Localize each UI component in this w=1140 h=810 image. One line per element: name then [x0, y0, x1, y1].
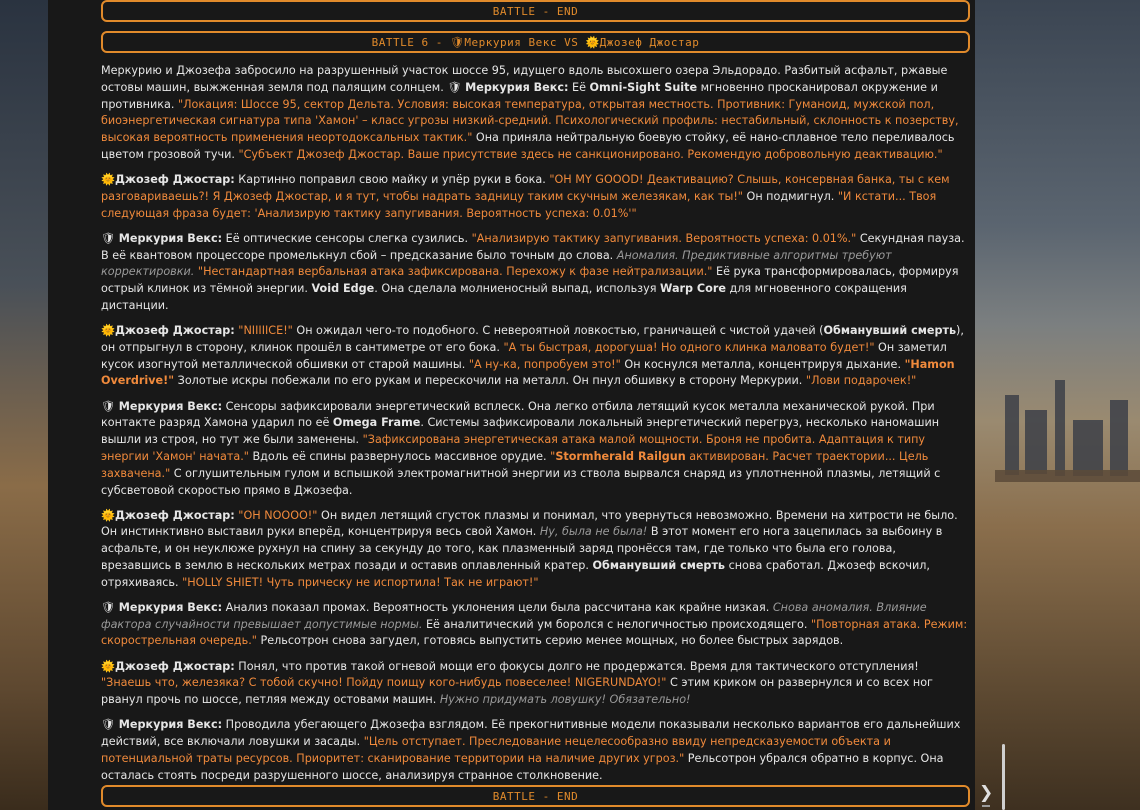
message-text: активирован. Расчет траектории... Цель захвачена." [101, 449, 929, 480]
message-text: Понял, что против такой огневой мощи его фокусы долго не продержатся. Время для тактического отступления! [234, 659, 919, 673]
chevron-right-icon[interactable]: ❯ [979, 783, 994, 803]
message-text: 🛡 [101, 231, 119, 245]
message-text: "Субъект Джозеф Джостар. Ваше присутствие здесь не санкционировано. Рекомендую добровольную деактивацию." [238, 147, 943, 161]
message-text: Omega Frame [332, 416, 421, 430]
speaker-name: Джозеф Джостар: [114, 173, 235, 187]
battle-end-divider-top [101, 0, 970, 22]
speaker-name: Джозеф Джостар: [114, 659, 235, 673]
message-text: Её аналитический ум боролся с нелогичностью происходящего. [422, 617, 812, 631]
speaker-name: Меркурия Векс: [118, 399, 223, 413]
message-text: "Цель отступает. Преследование нецелесообразно ввиду непредсказуемости объекта и потенциальной траты ресурсов. Приоритет: сканирование территории на наличие других угроз." [101, 735, 891, 765]
message-paragraph [101, 231, 969, 315]
message-text: 🛡 [101, 718, 119, 732]
message-paragraph [101, 323, 969, 390]
message-text: Он коснулся металла, концентрируя дыхание. [620, 357, 905, 371]
message-text: В этот момент его нога зацепилась за выбоину в асфальте, и он неуклюже рухнул на спину за секунду до того, как плазменный заряд пронёсся там, где только что была его голова, врезавшись в землю в нескольких метрах позади и оставив оплавленный кратер. [101, 525, 943, 572]
message-text: С этим криком он развернулся и со всех ног рванул прочь по шоссе, петляя между остовами машин. [101, 676, 933, 707]
message-text: Рельсотрон снова загудел, готовясь выпустить серию менее мощных, но более быстрых зарядов. [256, 634, 844, 648]
message-text: 🌞 [101, 659, 115, 673]
message-text: Omni-Sight Suite [589, 80, 698, 94]
message-text: . Системы зафиксировали локальный энергетический перегруз, несколько наномашин вышли из строя, но тут же были заменены. [101, 416, 940, 447]
message-text: Анализ показал промах. Вероятность уклонения цели была рассчитана как крайне низкая. [222, 600, 773, 614]
message-text: Вдоль её спины развернулось массивное орудие. [248, 449, 551, 463]
message-text: 🛡 [101, 600, 119, 614]
message-text: снова сработал. Джозеф вскочил, отряхиваясь. [101, 559, 930, 589]
battle-end-label: BATTLE - END [492, 789, 579, 803]
message-text: "Зафиксирована энергетическая атака малой мощности. Броня не пробита. Адаптация к типу энергии 'Хамон' начата." [101, 433, 926, 463]
message-text: "Нестандартная вербальная атака зафиксирована. Перехожу к фазе нейтрализации." [197, 265, 713, 279]
message-text: Нужно придумать ловушку! Обязательно! [439, 693, 691, 707]
message-text: "OH MY GOOOD! Деактивацию? Слышь, консервная банка, ты с кем разговариваешь?! Я Джозеф Джостар, и я тут, чтобы надрать задницу таким скучным железякам, как ты!" [101, 173, 950, 203]
message-text: "И кстати... Твоя следующая фраза будет: 'Анализирую тактику запугивания. Вероятность успеха: 0.01%'" [101, 189, 937, 220]
message-paragraph [101, 172, 969, 222]
message-paragraph [101, 717, 969, 784]
message-text: С оглушительным гулом и вспышкой электромагнитной энергии из ствола вырвался снаряд из уплотненной плазмы, летящий с субсветовой скоростью прямо в Джозефа. [101, 466, 941, 497]
speaker-name: Джозеф Джостар: [114, 508, 235, 522]
message-text: Аномалия. Предиктивные алгоритмы требуют корректировки. [101, 248, 892, 279]
message-text: мгновенно просканировал окружение и противника. [101, 80, 938, 111]
background-landscape-left [0, 0, 48, 810]
message-text: "HOLLY SHIET! Чуть прическу не испортила! Так не играют!" [182, 575, 539, 589]
message-text: "А ну-ка, попробуем это!" [468, 357, 621, 371]
message-text: 🌞 [101, 173, 115, 187]
message-text: "Анализирую тактику запугивания. Вероятность успеха: 0.01%." [471, 231, 857, 245]
message-text: Обманувший смерть [823, 324, 957, 338]
message-text: 🛡 [101, 399, 119, 413]
message-text: Золотые искры побежали по его рукам и перескочили на металл. Он пнул обшивку в сторону Меркурии. [174, 374, 806, 388]
background-landscape-right [975, 0, 1140, 810]
speaker-name: Меркурия Векс: [465, 80, 569, 94]
message-text: Он ожидал чего-то подобного. С невероятной ловкостью, граничащей с чистой удачей ( [292, 324, 824, 338]
message-text: "Лови подарочек!" [805, 374, 917, 388]
message-text: "Hamon Overdrive!" [101, 357, 955, 388]
message-text: для мгновенного сокращения дистанции. [101, 282, 907, 312]
message-text: " [550, 449, 556, 463]
message-text: Её [568, 80, 590, 94]
speaker-name: Меркурия Векс: [118, 600, 223, 614]
message-text: 🛡 [447, 80, 466, 94]
speaker-name: Джозеф Джостар: [114, 324, 235, 338]
message-text: Её рука трансформировалась, формируя острый клинок из тёмной энергии. [101, 265, 959, 296]
message-text: Она приняла нейтральную боевую стойку, её нано-сплавное тело переливалось цветом грозовой тучи. [101, 131, 955, 161]
message-text: Он подмигнул. [742, 189, 838, 203]
message-text: Ну, была не была! [539, 525, 648, 539]
message-paragraph [101, 399, 969, 500]
message-text: Секундная пауза. В её квантовом процессоре промелькнул сбой – предсказание было точным до слова. [101, 231, 965, 262]
message-text: "NIIIIICE!" [238, 324, 293, 338]
message-paragraph [101, 659, 969, 709]
message-text: Обманувший смерть [592, 559, 726, 572]
battle-narrative [101, 63, 969, 793]
message-text: ), он отпрыгнул в сторону, клинок прошёл в сантиметре от его бока. [101, 324, 964, 354]
speaker-name: Меркурия Векс: [118, 718, 223, 732]
message-text: "Знаешь что, железяка? С тобой скучно! Пойду поищу кого-нибудь повеселее! NIGERUNDAYO!" [101, 676, 667, 690]
message-paragraph [101, 600, 969, 650]
message-text: Рельсотрон убрался обратно в корпус. Она осталась стоять посреди разрушенного шоссе, анализируя странное столкновение. [101, 751, 944, 782]
message-text: "Повторная атака. Режим: скорострельная очередь." [101, 617, 968, 648]
message-text: Сенсоры зафиксировали энергетический всплеск. Она легко отбила летящий кусок металла механической рукой. При контакте разряд Хамона ударил по её [101, 399, 935, 430]
battle-end-label: BATTLE - END [492, 4, 579, 18]
message-text: . Она сделала молниеносный выпад, используя [374, 282, 661, 296]
message-text: Картинно поправил свою майку и упёр руки в бока. [234, 173, 550, 187]
message-text: Он видел летящий сгусток плазмы и понимал, что увернуться невозможно. Времени на хитрости не было. Он инстинктивно выставил руки вперёд, концентрируя весь свой Хамон. [101, 508, 958, 539]
message-text: "Локация: Шоссе 95, сектор Дельта. Условия: высокая температура, открытая местность. Противник: Гуманоид, мужской пол, биоэнергетическая сигнатура типа 'Хамон' – класс угрозы низкий-средний. Психологический профиль: нестабильный, склонность к позерству, высокая вероятность применения неортодоксальных тактик." [101, 97, 959, 145]
battle-header-label: BATTLE 6 - 🛡Меркурия Векс VS 🌞Джозеф Джостар [371, 35, 700, 49]
speaker-name: Меркурия Векс: [118, 231, 223, 245]
scroll-indicator [982, 805, 990, 807]
message-text: "А ты быстрая, дорогуша! Но одного клинка маловато будет!" [503, 340, 875, 354]
message-paragraph [101, 63, 969, 164]
message-text: Warp Core [660, 282, 726, 296]
message-text: Проводила убегающего Джозефа взглядом. Её прекогнитивные модели показывали несколько вариантов его дальнейших действий, все включали ловушки и засады. [101, 718, 961, 749]
message-text: Её оптические сенсоры слегка сузились. [222, 231, 472, 245]
message-text: 🌞 [101, 508, 115, 522]
message-text: Void Edge [311, 282, 375, 296]
battle-header-divider [101, 31, 970, 53]
message-text: "OH NOOOO!" [238, 508, 318, 522]
scrollbar-thumb[interactable] [1002, 744, 1005, 810]
message-text: Меркурию и Джозефа забросило на разрушенный участок шоссе 95, идущего вдоль высохшего озера Эльдорадо. Разбитый асфальт, ржавые остовы машин, выжженная земля под палящим солнцем. [101, 64, 948, 94]
message-text: Снова аномалия. Влияние фактора случайности превышает допустимые нормы. [101, 600, 927, 631]
battle-end-divider-bottom [101, 785, 970, 807]
message-text: 🌞 [101, 324, 115, 338]
message-paragraph [101, 508, 969, 592]
message-text: Stormherald Railgun [555, 449, 686, 463]
message-text: Он заметил кусок изогнутой металлической обшивки от старой машины. [101, 340, 947, 371]
